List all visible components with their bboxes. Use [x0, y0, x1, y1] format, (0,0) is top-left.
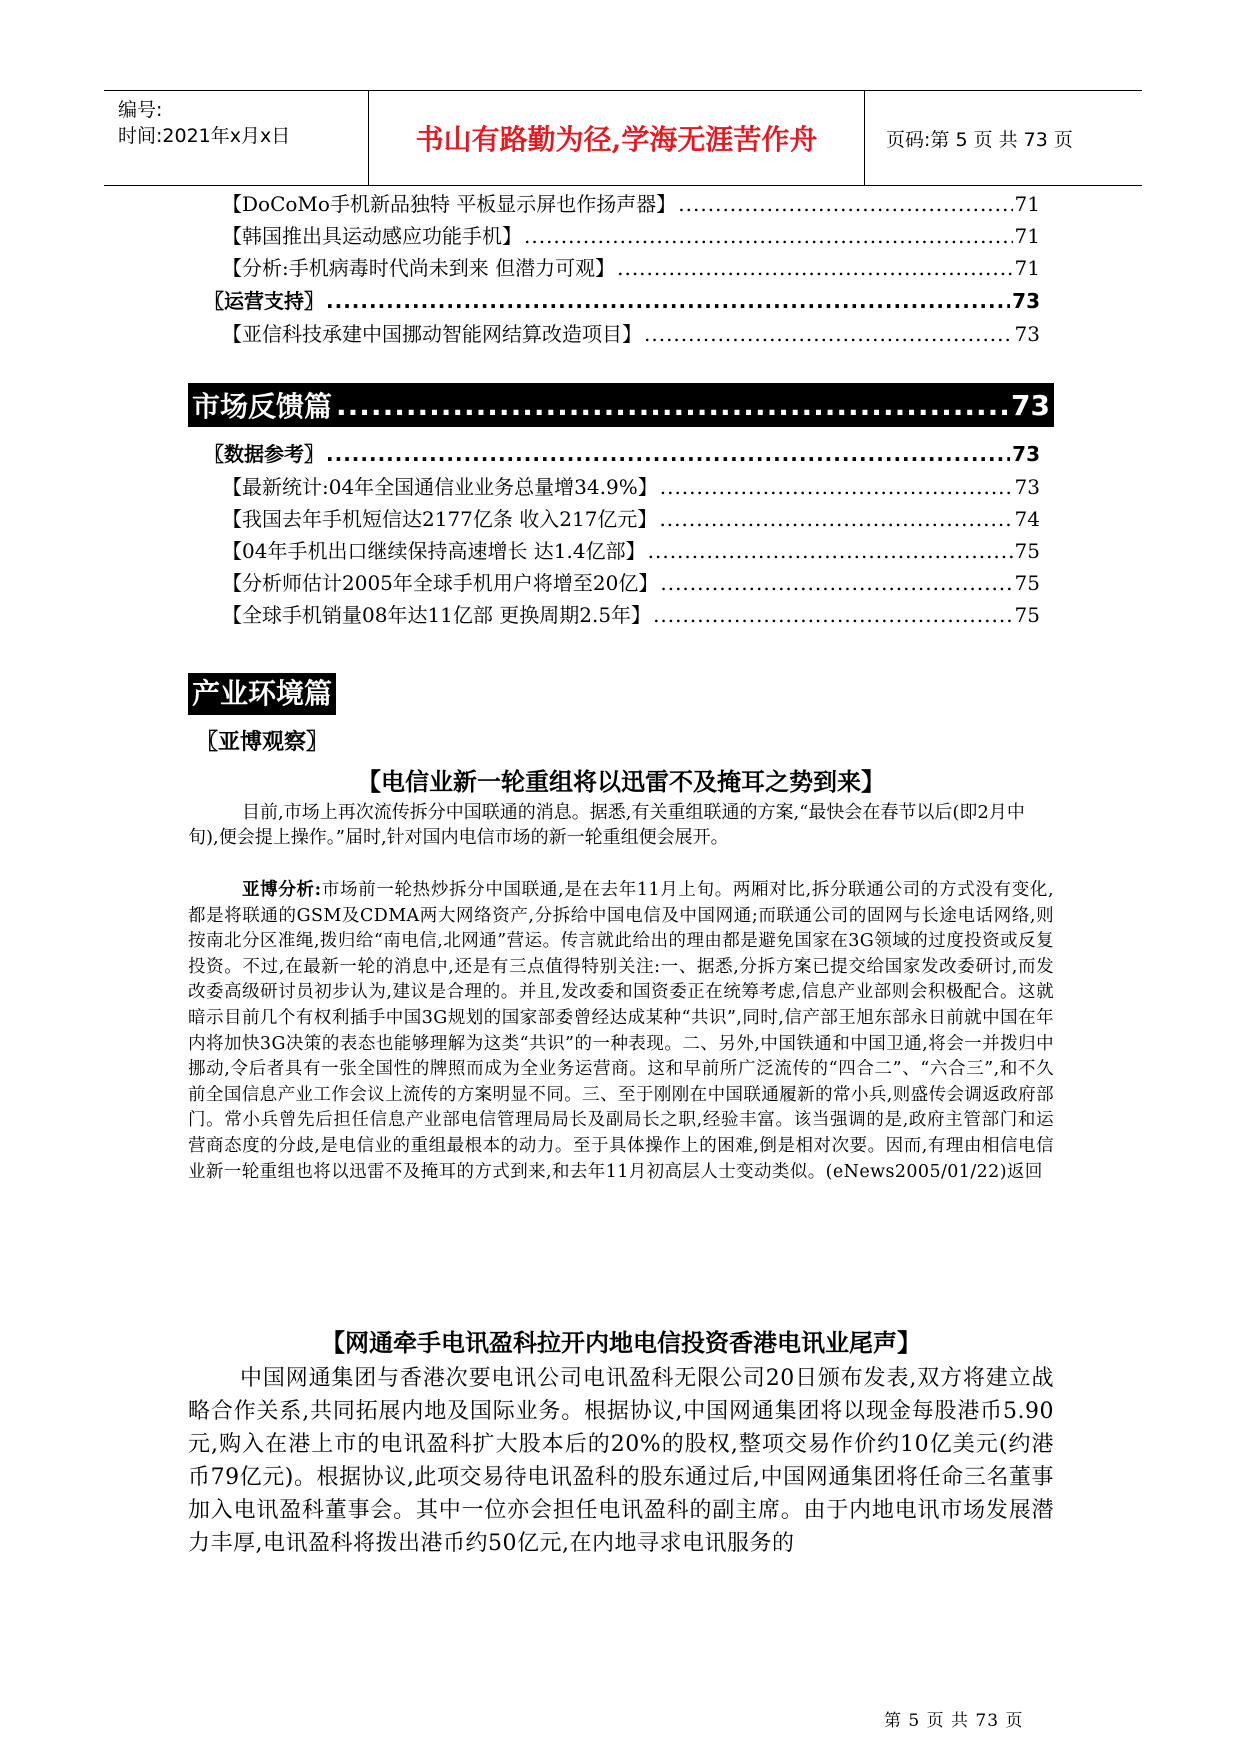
toc-entry-title: 〖数据参考〗 [204, 442, 324, 466]
page-header [104, 90, 1142, 186]
toc-entry[interactable] [222, 252, 1040, 284]
toc-leader-dots [648, 535, 1013, 567]
toc-entry[interactable] [222, 471, 1040, 503]
header-number: 编号: [118, 99, 163, 121]
toc-category[interactable] [204, 438, 1040, 470]
header-motto: 书山有路勤为径,学海无涯苦作舟 [369, 91, 865, 185]
toc-entry-page: 71 [1014, 256, 1040, 280]
toc-entry-title: 【韩国推出具运动感应功能手机】 [222, 224, 522, 248]
toc-entry-title: 【全球手机销量08年达11亿部 更换周期2.5年】 [222, 603, 652, 627]
article-paragraph: 目前,市场上再次流传拆分中国联通的消息。据悉,有关重组联通的方案,“最快会在春节以后(即2月中旬),便会提上操作。”届时,针对国内电信市场的新一轮重组便会展开。 [188, 802, 1025, 848]
toc-leader-dots [644, 318, 1013, 350]
analysis-lead: 亚博分析: [242, 880, 322, 900]
toc-entry-title: 【分析师估计2005年全球手机用户将增至20亿】 [222, 571, 659, 595]
toc-entry-page: 75 [1014, 539, 1040, 563]
toc-entry-page: 73 [1012, 442, 1040, 466]
toc-leader-dots [326, 285, 1010, 317]
toc-entry-page: 75 [1014, 571, 1040, 595]
header-time: 时间:2021年x月x日 [118, 125, 291, 147]
subsection-title: 〖亚博观察〗 [196, 730, 329, 755]
toc-part-page: 73 [1011, 388, 1050, 422]
toc-entry[interactable] [222, 599, 1040, 631]
toc-leader-dots [524, 220, 1013, 252]
toc-leader-dots [660, 471, 1013, 503]
toc-entry[interactable] [222, 535, 1040, 567]
toc-entry-page: 74 [1014, 507, 1040, 531]
toc-entry-title: 【我国去年手机短信达2177亿条 收入217亿元】 [222, 507, 658, 531]
toc-entry[interactable] [222, 567, 1040, 599]
toc-leader-dots [660, 567, 1012, 599]
toc-leader-dots [326, 438, 1010, 470]
article-paragraph: 中国网通集团与香港次要电讯公司电讯盈科无限公司20日颁布发表,双方将建立战略合作关系,共同拓展内地及国际业务。根据协议,中国网通集团将以现金每股港币5.90元,购入在港上市的电讯盈科扩大股本后的20%的股权,整项交易作价约10亿美元(约港币79亿元)。根据协议,此项交易待电讯盈科的股东通过后,中国网通集团将任命三名董事加入电讯盈科董事会。其中一位亦会担任电讯盈科的副主席。由于内地电讯市场发展潜力丰厚,电讯盈科将拨出港币约50亿元,在内地寻求电讯服务的 [188, 1366, 1054, 1556]
analysis-body: 市场前一轮热炒拆分中国联通,是在去年11月上旬。两厢对比,拆分联通公司的方式没有变化,都是将联通的GSM及CDMA两大网络资产,分拆给中国电信及中国网通;而联通公司的固网与长途电话网络,则按南北分区准绳,拨归给“南电信,北网通”营运。传言就此给出的理由都是避免国家在3G领域的过度投资或反复投资。不过,在最新一轮的消息中,还是有三点值得特别关注:一、据悉,分拆方案已提交给国家发改委研讨,而发改委高级研讨员初步认为,建议是合理的。并且,发改委和国资委正在统筹考虑,信息产业部则会积极配合。这就暗示目前几个有权利插手中国3G规划的国家部委曾经达成某种“共识”,同时,信产部王旭东部永日前就中国在年内将加快3G决策的表态也能够理解为这类“共识”的一种表现。二、另外,中国铁通和中国卫通,将会一并拨归中挪动,令后者具有一张全国性的牌照而成为全业务运营商。这和早前所广泛流传的“四合二”、“六合三”,和不久前全国信息产业工作会议上流传的方案明显不同。三、至于刚刚在中国联通履新的常小兵,则盛传会调返政府部门。常小兵曾先后担任信息产业部电信管理局局长及副局长之职,经验丰富。该当强调的是,政府主管部门和运营商态度的分歧,是电信业的重组最根本的动力。至于具体操作上的困难,倒是相对次要。因而,有理由相信电信业新一轮重组也将以迅雷不及掩耳的方式到来,和去年11月初高层人士变动类似。(eNews2005/01/22)返回 [188, 880, 1054, 1182]
toc-entry-page: 71 [1014, 192, 1040, 216]
toc-entry-title: 【亚信科技承建中国挪动智能网结算改造项目】 [222, 322, 642, 346]
header-page: 页码:第 5 页 共 73 页 [886, 128, 1073, 151]
toc-entry-page: 71 [1014, 224, 1040, 248]
article-title: 【网通牵手电讯盈科拉开内地电信投资香港电讯业尾声】 [321, 1329, 921, 1357]
toc-entry[interactable] [222, 318, 1040, 350]
toc-entry[interactable] [222, 503, 1040, 535]
toc-entry-title: 【04年手机出口继续保持高速增长 达1.4亿部】 [222, 539, 646, 563]
toc-entry-title: 【DoCoMo手机新品独特 平板显示屏也作扬声器】 [222, 192, 677, 216]
toc-entry-title: 〖运营支持〗 [204, 289, 324, 313]
toc-entry-title: 【最新统计:04年全国通信业业务总量增34.9%】 [222, 475, 658, 499]
toc-part-heading[interactable] [188, 383, 1054, 427]
toc-entry[interactable] [222, 220, 1040, 252]
toc-entry-page: 75 [1014, 603, 1040, 627]
toc-part-title: 市场反馈篇 [192, 390, 333, 423]
toc-leader-dots [336, 389, 1007, 422]
article-title: 【电信业新一轮重组将以迅雷不及掩耳之势到来】 [357, 768, 885, 796]
page-footer: 第 5 页 共 73 页 [884, 1711, 1024, 1731]
toc-entry-page: 73 [1012, 289, 1040, 313]
toc-entry-page: 73 [1014, 322, 1040, 346]
header-meta [104, 91, 369, 185]
toc-leader-dots [678, 188, 1012, 220]
toc-category[interactable] [204, 285, 1040, 317]
toc-entry-page: 73 [1014, 475, 1040, 499]
section-title: 产业环境篇 [188, 673, 336, 715]
toc-leader-dots [653, 599, 1012, 631]
toc-leader-dots [617, 252, 1012, 284]
article-analysis [188, 878, 1054, 1185]
toc-entry-title: 【分析:手机病毒时代尚未到来 但潜力可观】 [222, 256, 616, 280]
toc-leader-dots [659, 503, 1012, 535]
toc-entry[interactable] [222, 188, 1040, 220]
